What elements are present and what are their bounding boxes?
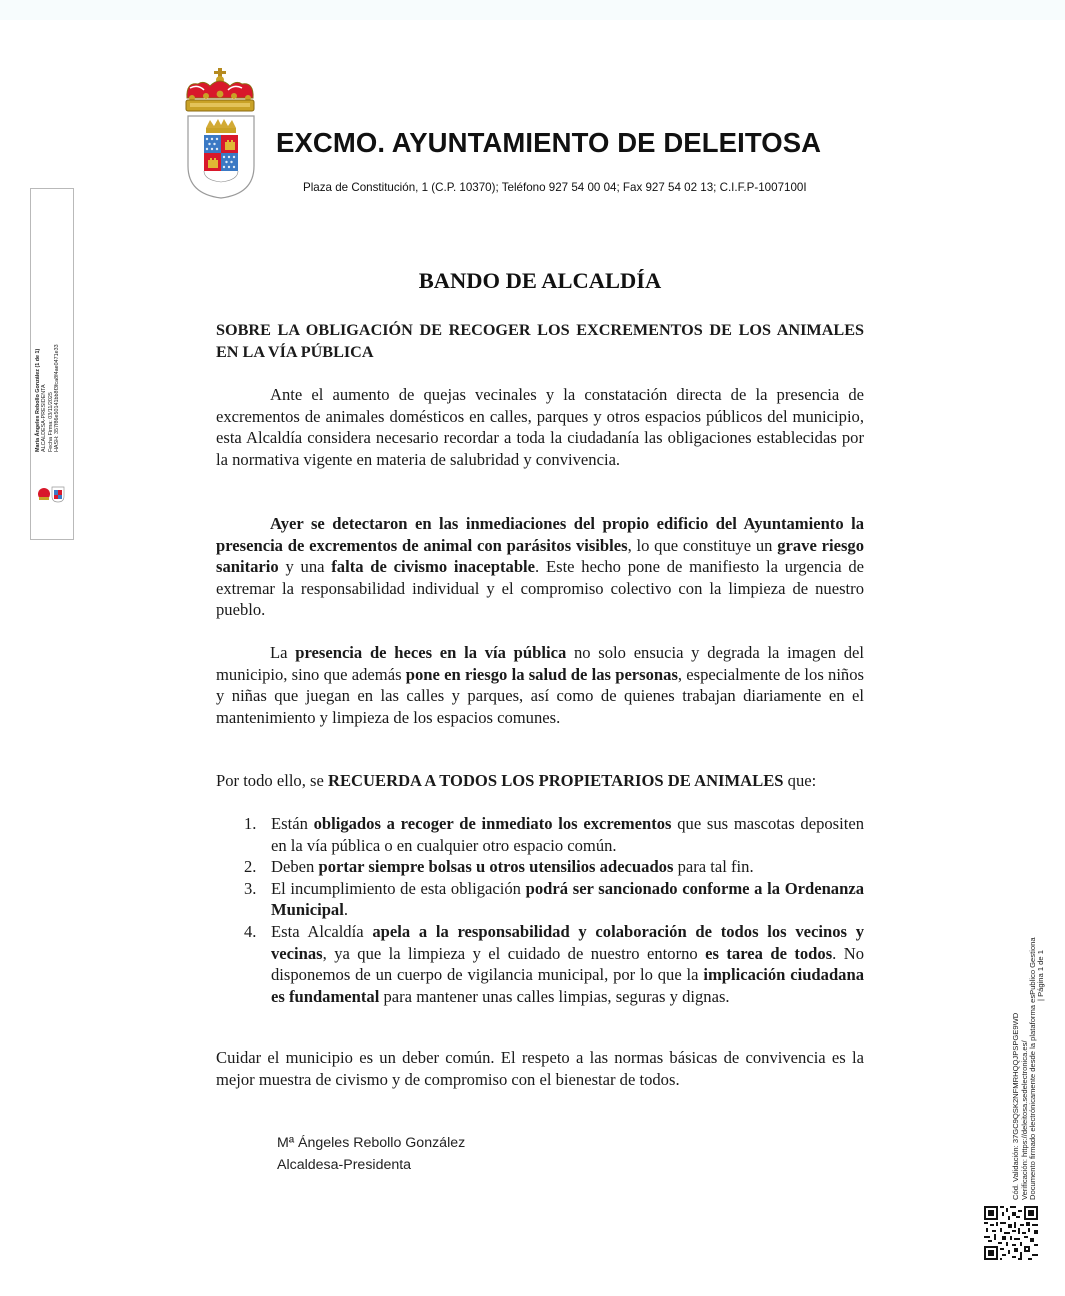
emphasis: falta de civismo inaceptable bbox=[331, 557, 536, 577]
page-indicator-separator: | bbox=[1036, 996, 1045, 1001]
paragraph-reminder bbox=[216, 770, 864, 792]
text: que: bbox=[783, 771, 817, 790]
paragraph-health-risk bbox=[216, 642, 864, 728]
list-item bbox=[216, 878, 864, 921]
signer-stamp-name: María Ángeles Rebollo González (1 de 1) bbox=[35, 348, 41, 452]
emphasis: apela a la responsabilidad y colaboración de todos los vecinos y vecinas bbox=[271, 921, 864, 963]
emphasis: obligados a recoger de inmediato los excrementos bbox=[313, 814, 672, 833]
signature-hash: HASH: 357f86e50141bb8f3fca8f4ae0471e33 bbox=[54, 344, 61, 452]
text: Deben bbox=[271, 857, 319, 877]
text: Están bbox=[271, 814, 314, 833]
signature-seal-icon bbox=[37, 484, 67, 504]
organization-name: EXCMO. AYUNTAMIENTO DE DELEITOSA bbox=[276, 127, 822, 158]
page-indicator bbox=[1036, 950, 1045, 1001]
text: , especialmente de los niños y niñas que juegan en las calles y parques, así como de quienes trabajan diariamente en el mantenimiento y limpieza de los espacios comunes. bbox=[216, 664, 864, 727]
emphasis: pone en riesgo la salud de las personas bbox=[405, 664, 678, 684]
signer-stamp-role: ALCALDESA-PRESIDENTA bbox=[41, 384, 48, 452]
organization-address: Plaza de Constitución, 1 (C.P. 10370); Teléfono 927 54 00 04; Fax 927 54 02 13; C.I.F.P-1007100I bbox=[303, 181, 807, 194]
text: que sus mascotas depositen en la vía pública o en cualquier otro espacio común. bbox=[271, 814, 864, 855]
text: no solo ensucia y degrada la imagen del municipio, sino que además bbox=[216, 643, 864, 684]
text: . Este hecho pone de manifiesto la urgencia de extremar la responsabilidad individual y el compromiso colectivo con la limpieza de nuestro pueblo. bbox=[216, 557, 864, 620]
text: Esta Alcaldía bbox=[271, 921, 373, 941]
paragraph-incident bbox=[216, 513, 864, 621]
paragraph-intro: Ante el aumento de quejas vecinales y la constatación directa de la presencia de excrementos de animales domésticos en calles, parques y otros espacios públicos del municipio, esta Alcaldía considera necesario recordar a toda la ciudadanía las obligaciones establecidas por la normativa vigente en materia de salubridad y convivencia. bbox=[216, 385, 864, 469]
text: , ya que la limpieza y el cuidado de nuestro entorno bbox=[322, 943, 706, 963]
page-number: Página 1 de 1 bbox=[1036, 950, 1045, 997]
text: para mantener unas calles limpias, seguras y dignas. bbox=[379, 986, 730, 1006]
signature-stamp-text bbox=[35, 282, 61, 452]
list-number: 4. bbox=[244, 921, 257, 941]
document-subtitle: SOBRE LA OBLIGACIÓN DE RECOGER LOS EXCREMENTOS DE LOS ANIMALES EN LA VÍA PÚBLICA bbox=[216, 321, 864, 361]
municipal-coat-of-arms-icon bbox=[186, 114, 256, 200]
list-item bbox=[216, 921, 864, 1007]
emphasis: RECUERDA A TODOS LOS PROPIETARIOS DE ANIMALES bbox=[328, 771, 784, 790]
text: . bbox=[343, 900, 348, 920]
text: , lo que constituye un bbox=[627, 535, 778, 555]
text: . No disponemos de un cuerpo de vigilancia municipal, por lo que la bbox=[271, 943, 865, 985]
signer-role: Alcaldesa-Presidenta bbox=[277, 1156, 412, 1173]
list-number: 2. bbox=[244, 857, 257, 877]
obligations-list bbox=[216, 813, 864, 1007]
signer-name: Mª Ángeles Rebollo González bbox=[277, 1135, 466, 1151]
top-band bbox=[0, 0, 1065, 20]
emphasis: Ayer se detectaron en las inmediaciones del propio edificio del Ayuntamiento la presencia de excrementos de animal con parásitos visibles bbox=[216, 514, 864, 555]
text: para tal fin. bbox=[673, 857, 754, 877]
text: El incumplimiento de esta obligación bbox=[271, 878, 526, 898]
emphasis: es tarea de todos bbox=[705, 943, 833, 963]
document-title: BANDO DE ALCALDÍA bbox=[418, 268, 662, 293]
emphasis: presencia de heces en la vía pública bbox=[295, 643, 567, 662]
list-item bbox=[216, 813, 864, 856]
verification-url[interactable]: Verificación: https://deleitosa.sedelectronica.es/ bbox=[1019, 1040, 1029, 1200]
verification-text bbox=[1012, 937, 1038, 1200]
qr-code-icon[interactable] bbox=[984, 1206, 1038, 1260]
signature-date: Fecha Firma: 03/11/2025 bbox=[47, 392, 54, 452]
royal-crown-icon bbox=[184, 68, 256, 114]
list-number: 1. bbox=[244, 814, 257, 833]
text: Por todo ello, se bbox=[216, 771, 328, 790]
text: La bbox=[270, 643, 296, 662]
verification-note: Documento firmado electrónicamente desde la plataforma esPublico Gestiona bbox=[1028, 937, 1038, 1200]
text: y una bbox=[278, 557, 332, 577]
list-item bbox=[216, 856, 864, 878]
emphasis: implicación ciudadana es fundamental bbox=[271, 965, 864, 1006]
paragraph-closing: Cuidar el municipio es un deber común. El respeto a las normas básicas de convivencia es la mejor muestra de civismo y de compromiso con el bienestar de todos. bbox=[216, 1048, 864, 1089]
emphasis: portar siempre bolsas u otros utensilios adecuados bbox=[318, 857, 674, 877]
list-number: 3. bbox=[244, 878, 257, 898]
emphasis: grave riesgo sanitario bbox=[216, 535, 864, 577]
emphasis: podrá ser sancionado conforme a la Ordenanza Municipal bbox=[271, 878, 864, 920]
signature-block bbox=[277, 1133, 465, 1176]
verification-code: Cód. Validación: 37GC9QSK2NFMRHQQJPSPGE9WD bbox=[1011, 1012, 1020, 1200]
